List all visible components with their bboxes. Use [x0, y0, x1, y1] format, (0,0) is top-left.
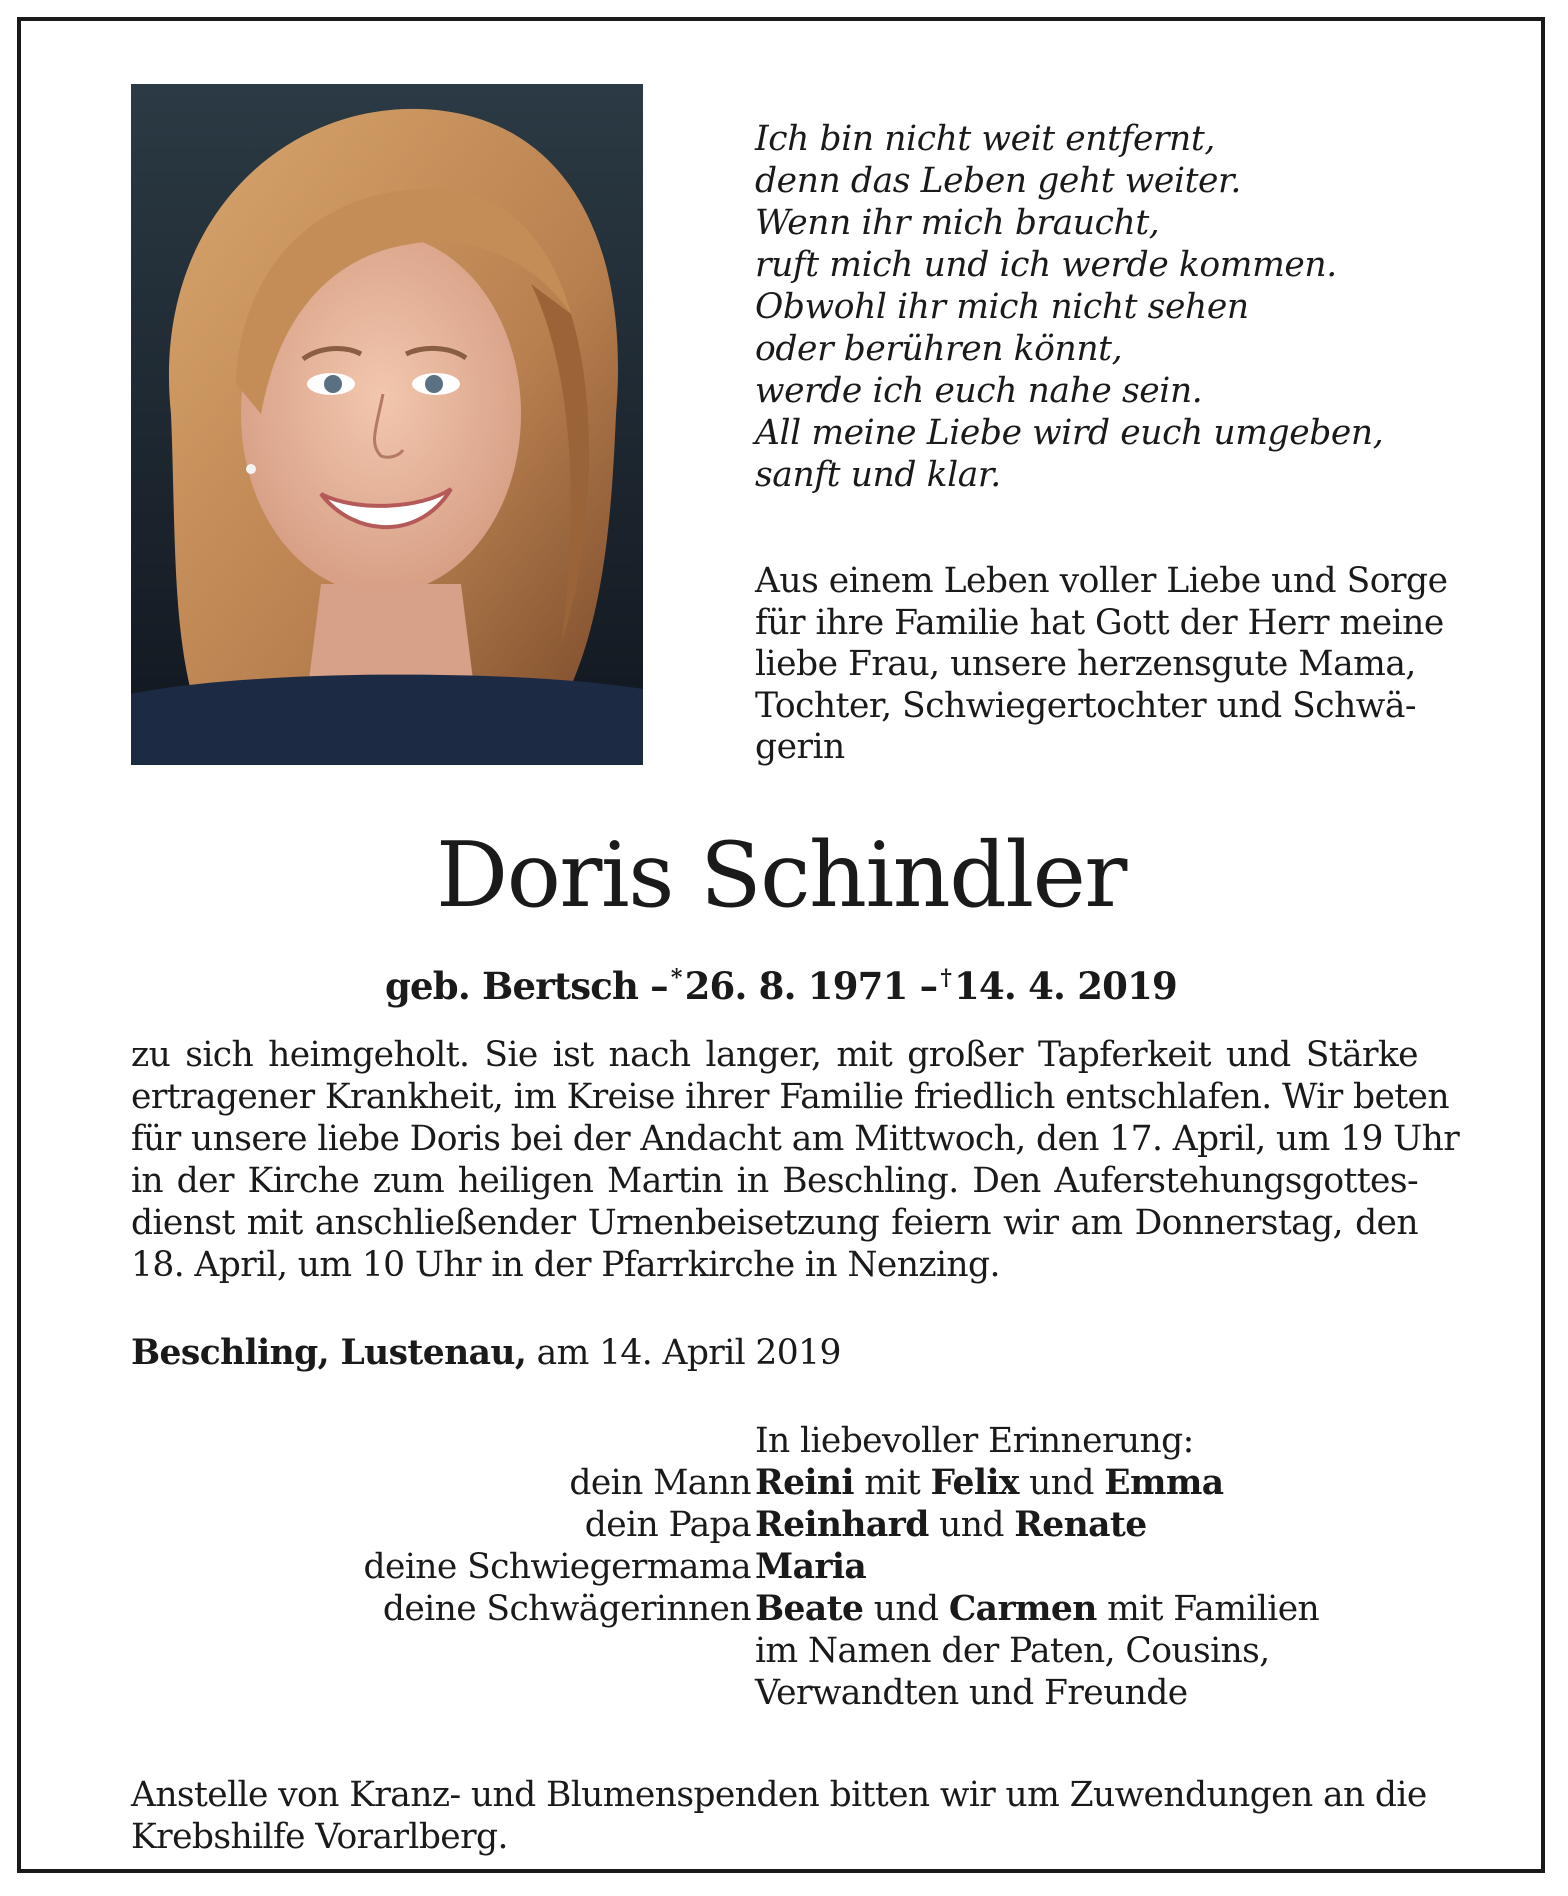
mourner-relation: deine Schwägerinnen: [382, 1589, 751, 1629]
mourner-name: Felix: [930, 1463, 1019, 1503]
mourner-text: mit: [853, 1463, 931, 1503]
poem-line: Obwohl ihr mich nicht sehen: [755, 287, 1249, 327]
mourner-names: [755, 1504, 1147, 1546]
mourner-relation: deine Schwiegermama: [363, 1547, 751, 1587]
closing-line: Anstelle von Kranz- und Blumenspenden bitten wir um Zuwendungen an die: [131, 1775, 1427, 1815]
mourner-text: im Namen der Paten, Cousins,: [755, 1631, 1270, 1671]
mourner-row: [21, 1630, 1549, 1672]
mourner-names: [755, 1546, 866, 1588]
mourner-text: und: [928, 1505, 1015, 1545]
mourner-text: mit Familien: [1096, 1589, 1320, 1629]
notice-date: am 14. April 2019: [536, 1333, 841, 1373]
obituary-notice: [17, 17, 1545, 1873]
closing-line: Krebshilfe Vorarlberg.: [131, 1817, 508, 1857]
poem-line: All meine Liebe wird euch umgeben,: [755, 413, 1384, 453]
mourner-text: Verwandten und Freunde: [755, 1673, 1188, 1713]
poem-line: werde ich euch nahe sein.: [755, 371, 1203, 411]
body-line: in der Kirche zum heiligen Martin in Beschling. Den Auferstehungsgottes-: [131, 1161, 1418, 1201]
death-date: 14. 4. 2019: [954, 964, 1177, 1008]
intro-line: Tochter, Schwiegertochter und Schwä-: [755, 685, 1417, 726]
mourner-names: [755, 1462, 1224, 1504]
body-text: [131, 1034, 1460, 1286]
mourner-name: Carmen: [948, 1589, 1097, 1629]
maiden-name: geb. Bertsch –: [384, 964, 668, 1008]
mourner-name: Emma: [1104, 1463, 1224, 1503]
portrait-image: [131, 84, 643, 765]
body-line: 18. April, um 10 Uhr in der Pfarrkirche in Nenzing.: [131, 1245, 1000, 1285]
intro-text: [755, 561, 1448, 769]
birth-date: 26. 8. 1971 –: [684, 964, 938, 1008]
mourners-list: [21, 1462, 1549, 1714]
mourner-row: [21, 1504, 1549, 1546]
body-line: für unsere liebe Doris bei der Andacht am Mittwoch, den 17. April, um 19 Uhr: [131, 1119, 1460, 1159]
poem-line: oder berühren könnt,: [755, 329, 1123, 369]
mourner-names: [755, 1588, 1319, 1630]
poem-line: denn das Leben geht weiter.: [755, 161, 1241, 201]
mourner-name: Renate: [1014, 1505, 1147, 1545]
intro-line: Aus einem Leben voller Liebe und Sorge: [755, 561, 1448, 601]
intro-line: für ihre Familie hat Gott der Herr meine: [755, 602, 1444, 643]
mourner-name: Reinhard: [755, 1505, 929, 1545]
mourner-names: [755, 1630, 1270, 1672]
portrait-photo: [131, 84, 643, 765]
place-and-date: [131, 1332, 841, 1374]
death-symbol: †: [940, 965, 952, 991]
mourner-row: [21, 1588, 1549, 1630]
mourner-relation: dein Papa: [584, 1505, 751, 1545]
mourner-text: und: [1018, 1463, 1105, 1503]
poem-line: Ich bin nicht weit entfernt,: [755, 119, 1215, 159]
poem: [755, 118, 1383, 496]
mourner-name: Beate: [755, 1589, 864, 1629]
mourner-name: Maria: [755, 1547, 867, 1587]
body-line: ertragener Krankheit, im Kreise ihrer Familie friedlich entschlafen. Wir beten: [131, 1077, 1449, 1117]
body-line: zu sich heimgeholt. Sie ist nach langer, mit großer Tapferkeit und Stärke: [131, 1035, 1418, 1075]
birth-death-dates: [21, 956, 1541, 1008]
mourner-text: und: [863, 1589, 949, 1629]
poem-line: sanft und klar.: [755, 455, 1001, 495]
mourner-relation: dein Mann: [569, 1463, 751, 1503]
mourner-names: [755, 1672, 1188, 1714]
intro-line: gerin: [755, 727, 845, 767]
birth-symbol: *: [670, 965, 682, 991]
signoff: In liebevoller Erinnerung:: [755, 1421, 1194, 1461]
mourner-row: [21, 1546, 1549, 1588]
closing-note: [131, 1774, 1427, 1858]
deceased-name: Doris Schindler: [436, 823, 1126, 928]
body-line: dienst mit anschließender Urnenbeisetzung feiern wir am Donnerstag, den: [131, 1203, 1418, 1243]
place-names: Beschling, Lustenau,: [131, 1333, 527, 1373]
poem-line: ruft mich und ich werde kommen.: [755, 245, 1337, 285]
mourner-row: [21, 1672, 1549, 1714]
poem-line: Wenn ihr mich braucht,: [755, 203, 1160, 243]
mourner-row: [21, 1462, 1549, 1504]
intro-line: liebe Frau, unsere herzensgute Mama,: [755, 644, 1416, 684]
mourner-name: Reini: [755, 1463, 854, 1503]
